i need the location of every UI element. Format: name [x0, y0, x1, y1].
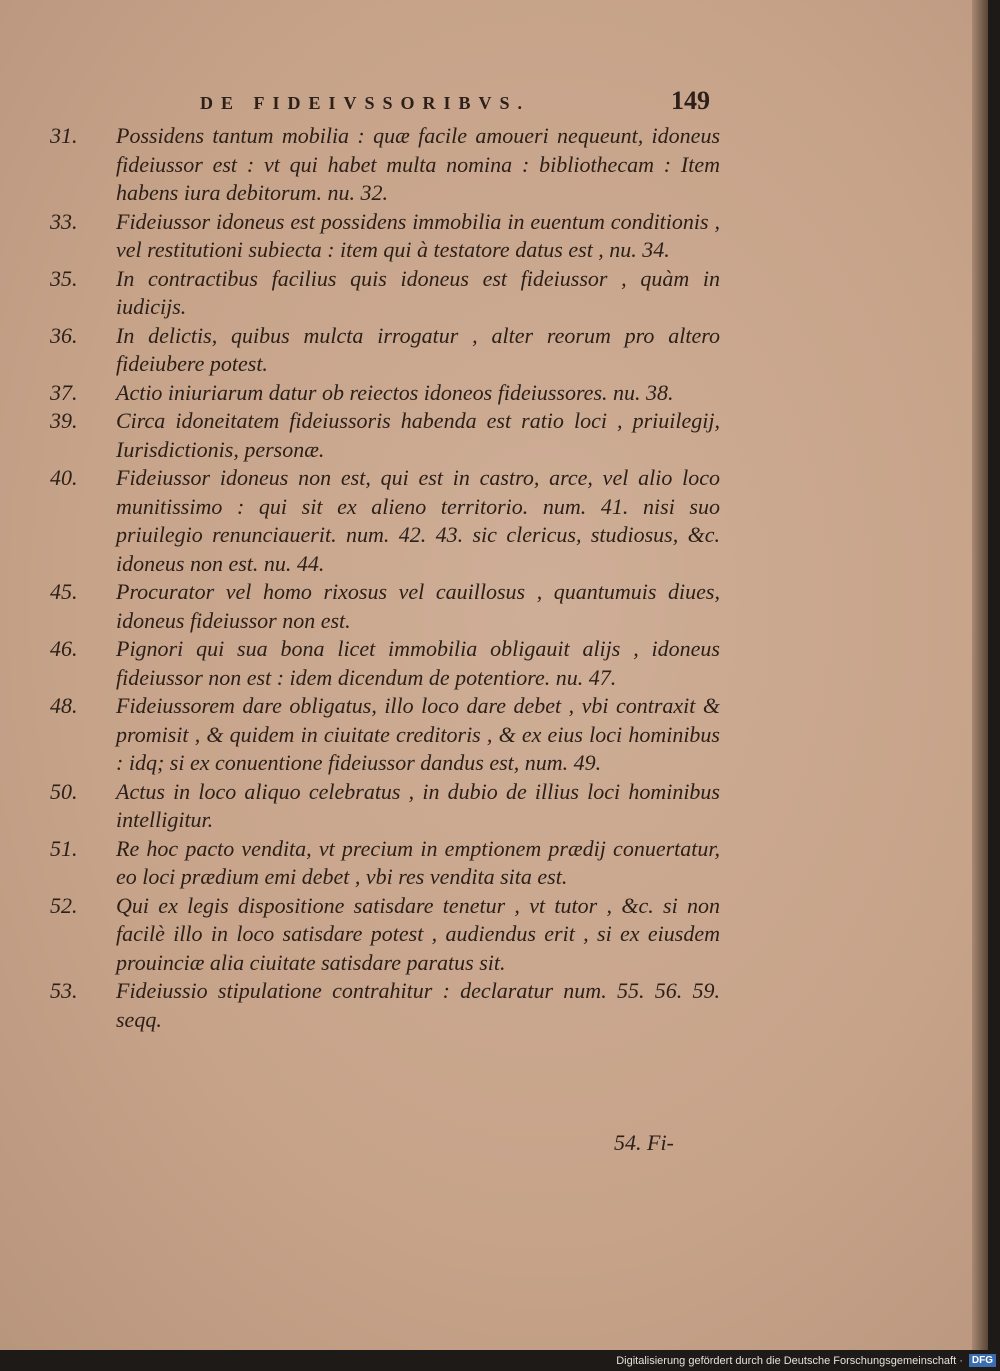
entry-number: 33.	[50, 208, 78, 234]
entry-number: 35.	[50, 265, 78, 291]
digitization-credit: Digitalisierung gefördert durch die Deutsche Forschungsgemeinschaft ·	[616, 1354, 963, 1367]
entry	[50, 892, 720, 978]
entry-number: 31.	[50, 123, 78, 148]
entry-text: Fideiussorem dare obligatus, illo loco dare debet , vbi contraxit & promisit , & quidem in ciuitate creditoris , & ex eius loci hominibus : idq; si ex conuentione fideiussor dandus est, num. 49.	[116, 693, 720, 775]
entry	[50, 122, 720, 208]
entry	[50, 265, 720, 322]
index-entries	[50, 122, 720, 1034]
running-title: DE FIDEIVSSORIBVS.	[200, 93, 531, 113]
entry	[50, 464, 720, 578]
footer-bar	[0, 1350, 1000, 1371]
entry-number: 46.	[50, 636, 78, 661]
entry-number: 45.	[50, 579, 78, 604]
entry-text: Re hoc pacto vendita, vt precium in emptionem prædij conuertatur, eo loci prædium emi debet , vbi res vendita sita est.	[116, 835, 720, 889]
entry	[50, 379, 720, 408]
page-number: 149	[671, 86, 710, 115]
entry	[50, 322, 720, 379]
entry	[50, 635, 720, 692]
entry-text: Procurator vel homo rixosus vel cauillosus , quantumuis diues, idoneus fideiussor non est.	[116, 579, 720, 633]
dfg-logo: DFG	[969, 1354, 996, 1367]
entry-text: Possidens tantum mobilia : quæ facile amoueri nequeunt, idoneus fideiussor est : vt qui habet multa nomina : bibliothecam : Item habens iura debitorum. nu. 32.	[116, 123, 720, 205]
entry	[50, 692, 720, 778]
entry-number: 39.	[50, 408, 78, 433]
entry-text: Pignori qui sua bona licet immobilia obligauit alijs , idoneus fideiussor non est : idem dicendum de potentiore. nu. 47.	[116, 636, 720, 690]
entry	[50, 208, 720, 265]
entry-number: 52.	[50, 892, 78, 918]
entry-number: 53.	[50, 978, 78, 1003]
catchword: 54. Fi-	[614, 1130, 674, 1155]
entry	[50, 407, 720, 464]
entry-text: Qui ex legis dispositione satisdare tenetur , vt tutor , &c. si non facilè illo in loco satisdare potest , audiendus erit , si ex eiusdem prouinciæ alia ciuitate satisdare paratus sit.	[116, 892, 720, 975]
entry-number: 37.	[50, 379, 78, 405]
entry-number: 51.	[50, 835, 78, 861]
page-edge-shadow	[972, 0, 988, 1350]
entry-text: Circa idoneitatem fideiussoris habenda est ratio loci , priuilegij, Iurisdictionis, personæ.	[116, 408, 720, 462]
entry	[50, 835, 720, 892]
entry	[50, 578, 720, 635]
entry-text: Actus in loco aliquo celebratus , in dubio de illius loci hominibus intelligitur.	[116, 778, 720, 832]
entry-number: 48.	[50, 693, 78, 718]
page-header	[200, 86, 710, 116]
entry-text: In contractibus facilius quis idoneus est fideiussor , quàm in iudicijs.	[116, 265, 720, 319]
entry-number: 50.	[50, 778, 78, 804]
entry	[50, 977, 720, 1034]
entry	[50, 778, 720, 835]
entry-number: 36.	[50, 322, 78, 348]
entry-text: Fideiussor idoneus est possidens immobilia in euentum conditionis , vel restitutioni subiecta : item qui à testatore datus est , nu. 34.	[116, 208, 720, 262]
entry-number: 40.	[50, 465, 78, 490]
entry-text: Fideiussor idoneus non est, qui est in castro, arce, vel alio loco munitissimo : qui sit ex alieno territorio. num. 41. nisi suo priuilegio renunciauerit. num. 42. 43. sic clericus, studiosus, &c. idoneus non est. nu. 44.	[116, 465, 720, 576]
entry-text: In delictis, quibus mulcta irrogatur , alter reorum pro altero fideiubere potest.	[116, 322, 720, 376]
entry-text: Actio iniuriarum datur ob reiectos idoneos fideiussores. nu. 38.	[116, 379, 674, 405]
entry-text: Fideiussio stipulatione contrahitur : declaratur num. 55. 56. 59. seqq.	[116, 978, 720, 1032]
